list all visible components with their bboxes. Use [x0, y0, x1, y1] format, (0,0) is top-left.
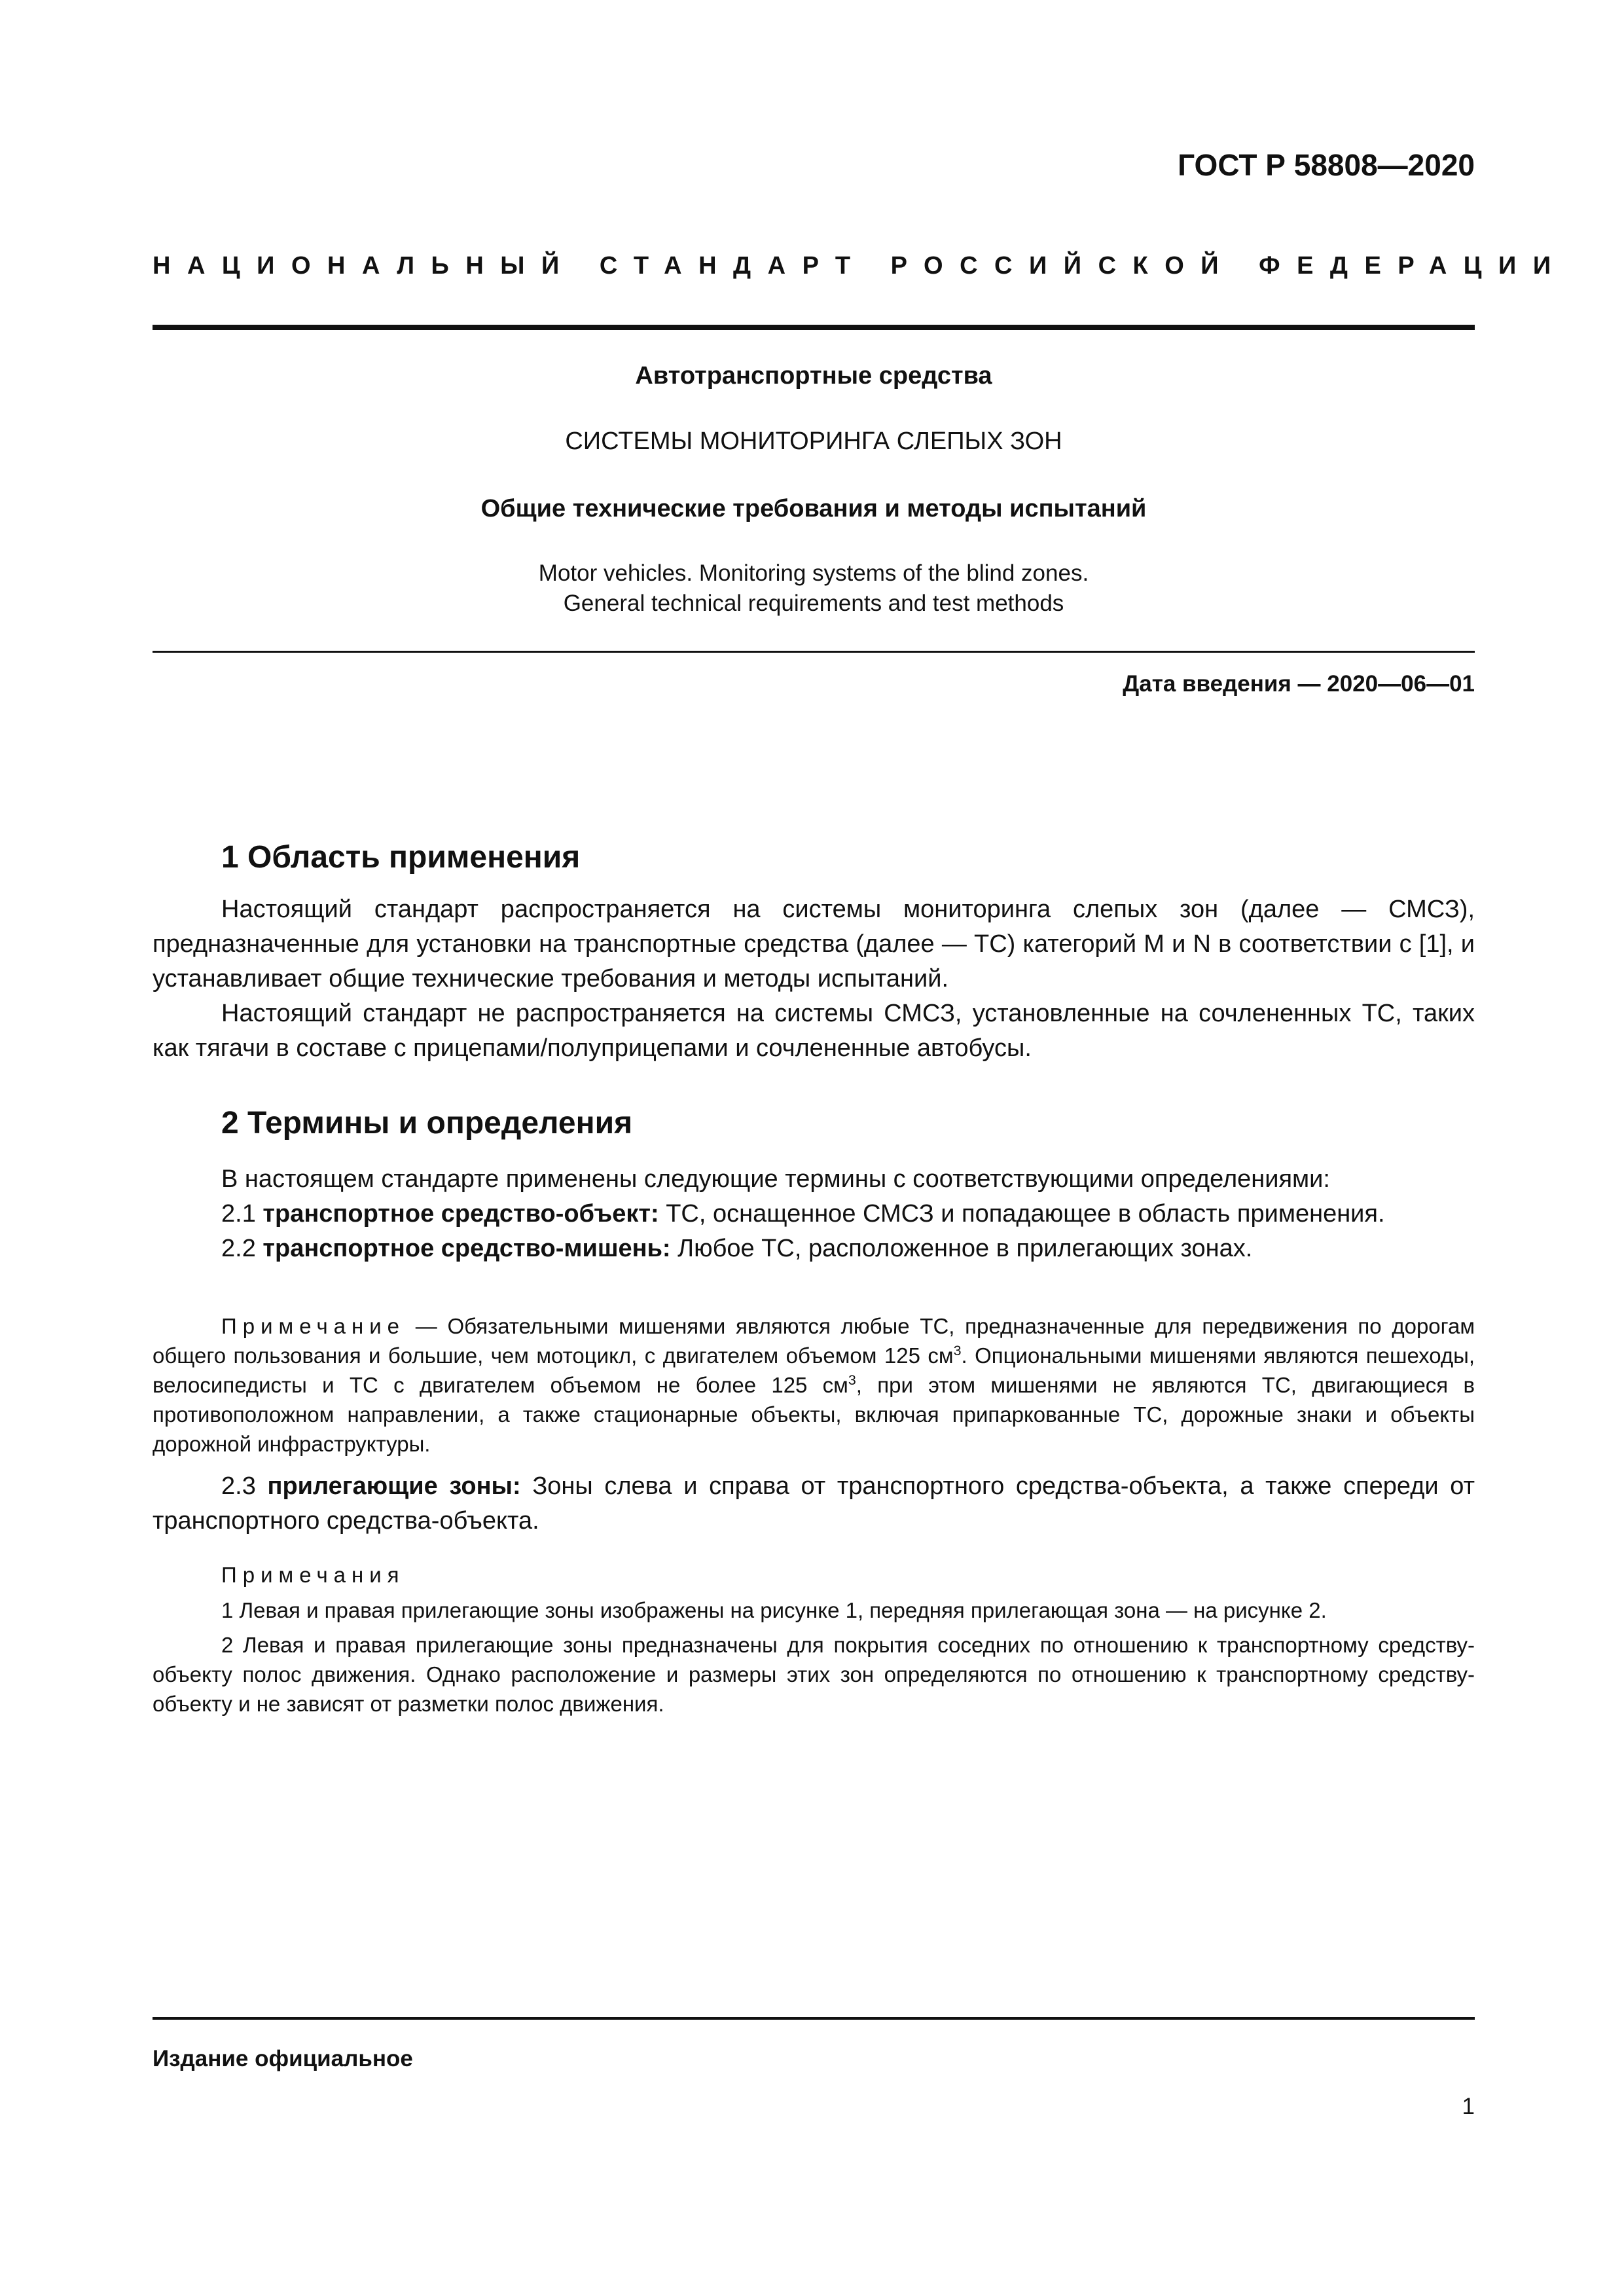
introduction-date: Дата введения — 2020—06—01	[1123, 671, 1475, 697]
edition-label: Издание официальное	[153, 2046, 413, 2071]
section-scope-body	[153, 892, 1475, 1066]
title-category: Автотранспортные средства	[635, 362, 992, 390]
title-english-line1: Motor vehicles. Monitoring systems of the blind zones.	[538, 560, 1089, 586]
national-standard-banner: НАЦИОНАЛЬНЫЙ СТАНДАРТ РОССИЙСКОЙ ФЕДЕРАЦИИ	[153, 252, 1568, 280]
term-number: 2.3	[221, 1472, 256, 1500]
term-number: 2.1	[221, 1200, 256, 1228]
note-text-part: , при этом мишенями не являются ТС, двигающиеся в противоположном направлении, а также стационарные объекты, включая припаркованные ТС, дорожные знаки и объекты дорожной инфраструктуры.	[153, 1373, 1475, 1456]
title-subtitle: Общие технические требования и методы испытаний	[480, 495, 1147, 522]
scope-paragraph: Настоящий стандарт распространяется на системы мониторинга слепых зон (далее — СМСЗ), предназначенные для установки на транспортные средства (далее — ТС) категорий M и N в соответствии с [1], и устанавливает общие технические требования и методы испытаний.	[153, 896, 1475, 993]
section-heading-scope: 1 Область применения	[221, 840, 581, 875]
note-text-part: . Опциональными мишенями являются пешеходы, велосипедисты и ТС с двигателем объемом не более 125 см	[153, 1343, 1475, 1397]
term-2-3-block	[153, 1469, 1475, 1539]
standard-number: ГОСТ Р 58808—2020	[1178, 148, 1475, 182]
terms-intro: В настоящем стандарте применены следующие термины с соответствующими определениями:	[221, 1165, 1330, 1193]
notes-list	[153, 1595, 1475, 1724]
term-name: прилегающие зоны:	[267, 1472, 521, 1500]
title-main: СИСТЕМЫ МОНИТОРИНГА СЛЕПЫХ ЗОН	[565, 428, 1062, 455]
term-2-2	[153, 1231, 1475, 1266]
note-text-part: — Обязательными мишенями являются любые ТС, предназначенные для передвижения по дорогам общего пользования и большие, чем мотоцикл, с двигателем объемом 125 см	[153, 1314, 1475, 1368]
section-heading-terms: 2 Термины и определения	[221, 1106, 633, 1140]
title-divider	[153, 651, 1475, 653]
term-definition: ТС, оснащенное СМСЗ и попадающее в область применения.	[666, 1200, 1385, 1228]
title-english-line2: General technical requirements and test methods	[563, 591, 1064, 616]
section-terms-body	[153, 1162, 1475, 1266]
term-definition: Зоны слева и справа от транспортного средства-объекта, а также спереди от транспортного средства-объекта.	[153, 1472, 1475, 1535]
title-english	[153, 558, 1475, 619]
note-label: Примечание	[221, 1314, 406, 1338]
term-note	[153, 1311, 1475, 1459]
page-number: 1	[1462, 2094, 1475, 2119]
term-2-3	[153, 1469, 1475, 1539]
note-item: 1 Левая и правая прилегающие зоны изображены на рисунке 1, передняя прилегающая зона — на рисунке 2.	[221, 1598, 1327, 1622]
header-divider	[153, 325, 1475, 330]
term-name: транспортное средство-объект:	[262, 1200, 659, 1228]
term-definition: Любое ТС, расположенное в прилегающих зонах.	[677, 1235, 1253, 1262]
footer-divider	[153, 2017, 1475, 2020]
notes-heading: Примечания	[221, 1563, 405, 1587]
superscript: 3	[848, 1372, 856, 1388]
scope-paragraph: Настоящий стандарт не распространяется на системы СМСЗ, установленные на сочлененных ТС, таких как тягачи в составе с прицепами/полуприцепами и сочлененные автобусы.	[153, 1000, 1475, 1062]
term-2-1	[153, 1197, 1475, 1231]
term-number: 2.2	[221, 1235, 256, 1262]
note-item: 2 Левая и правая прилегающие зоны предназначены для покрытия соседних по отношению к транспортному средству-объекту полос движения. Однако расположение и размеры этих зон определяются по отношению к транспортному средству-объекту и не зависят от разметки полос движения.	[153, 1633, 1475, 1716]
term-name: транспортное средство-мишень:	[262, 1235, 671, 1262]
superscript: 3	[953, 1343, 962, 1358]
